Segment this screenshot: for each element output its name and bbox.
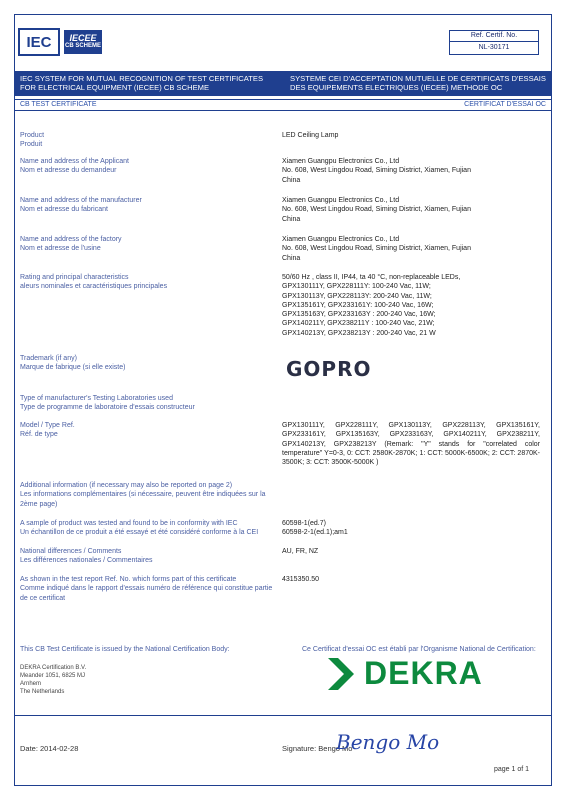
- manufacturer-country: China: [282, 215, 301, 223]
- trademark-label-en: Trademark (if any): [20, 355, 77, 362]
- reference-number-box: [449, 30, 539, 55]
- scheme-title-en: [14, 71, 284, 96]
- lab-type-label-fr: Type de programme de laboratoire d'essais constructeur: [20, 404, 195, 412]
- rating-line: 50/60 Hz , class II, IP44, ta 40 °C, non-replaceable LEDs,: [282, 274, 461, 281]
- scheme-title-fr-line2: DES EQUIPEMENTS ELECTRIQUES (IECEE) METHODE OC: [290, 82, 503, 92]
- applicant-address: No. 608, West Lingdou Road, Siming District, Xiamen, Fujian: [282, 167, 471, 175]
- issuer-address-line: DEKRA Certification B.V.: [20, 665, 87, 671]
- trademark-label-fr: Marque de fabrique (si elle existe): [20, 364, 126, 372]
- issuer-address-line: Meander 1051, 6825 MJ: [20, 673, 86, 679]
- additional-info-label-fr: Les informations complémentaires (si nécessaire, peuvent être indiquées sur la 2ème page): [20, 491, 266, 508]
- test-report-label-fr: Comme indiqué dans le rapport d'essais numéro de référence qui constitue partie de ce certificat: [20, 585, 273, 602]
- issuer-statement-fr: Ce Certificat d'essai OC est établi par l'Organisme National de Certification:: [302, 646, 536, 653]
- sample-standard-2: 60598-2-1(ed.1);am1: [282, 529, 348, 537]
- factory-label-en: Name and address of the factory: [20, 236, 122, 243]
- applicant-name: Xiamen Guangpu Electronics Co., Ltd: [282, 158, 400, 165]
- product-label-fr: Produit: [20, 141, 43, 149]
- factory-address: No. 608, West Lingdou Road, Siming District, Xiamen, Fujian: [282, 245, 471, 253]
- product-label-en: Product: [20, 132, 45, 139]
- sample-label-en: A sample of product was tested and found to be in conformity with IEC: [20, 520, 238, 527]
- issuer-address-line: Arnhem: [20, 681, 42, 687]
- rating-label-en: Rating and principal characteristics: [20, 274, 129, 281]
- scheme-title-band: [14, 71, 552, 96]
- page-number: page 1 of 1: [494, 766, 530, 773]
- issuer-statement: [20, 646, 540, 653]
- manufacturer-name: Xiamen Guangpu Electronics Co., Ltd: [282, 197, 400, 204]
- issuer-address: [20, 664, 86, 696]
- product-value: LED Ceiling Lamp: [282, 132, 339, 139]
- dekra-logo: [326, 655, 483, 692]
- applicant-label-fr: Nom et adresse du demandeur: [20, 167, 117, 175]
- iecee-logo-text: IECEE: [69, 33, 97, 43]
- handwritten-signature: Bengo Mo: [336, 730, 440, 754]
- certificate-date: Date: 2014-02-28: [20, 744, 79, 753]
- factory-label-fr: Nom et adresse de l'usine: [20, 245, 101, 253]
- factory-name: Xiamen Guangpu Electronics Co., Ltd: [282, 236, 400, 243]
- certificate-type-band: [14, 99, 552, 111]
- factory-country: China: [282, 254, 301, 262]
- additional-info-label-en: Additional information (if necessary may also be reported on page 2): [20, 482, 233, 489]
- issuer-statement-en: This CB Test Certificate is issued by the National Certification Body:: [20, 646, 230, 653]
- manufacturer-label-fr: Nom et adresse du fabricant: [20, 206, 108, 214]
- certificate-type-en: CB TEST CERTIFICATE: [20, 101, 97, 108]
- applicant-label-en: Name and address of the Applicant: [20, 158, 129, 165]
- national-differences-label-en: National differences / Comments: [20, 548, 122, 555]
- signature-label: Signature: Bengo Mo: [282, 744, 353, 753]
- iecee-logo-subtext: CB SCHEME: [64, 43, 101, 49]
- manufacturer-address: No. 608, West Lingdou Road, Siming District, Xiamen, Fujian: [282, 206, 471, 214]
- footer-divider: [14, 715, 552, 716]
- scheme-title-en-line1: IEC SYSTEM FOR MUTUAL RECOGNITION OF TEST CERTIFICATES: [20, 74, 264, 83]
- rating-values: [282, 273, 540, 338]
- dekra-logo-text: DEKRA: [364, 655, 483, 691]
- rating-line: GPX140213Y, GPX238213Y : 200-240 Vac, 21 W: [282, 329, 436, 337]
- scheme-title-fr: [284, 71, 546, 96]
- reference-label: Ref. Certif. No.: [450, 31, 538, 42]
- model-label-en: Model / Type Ref.: [20, 422, 75, 429]
- rating-line: GPX135161Y, GPX233161Y: 100-240 Vac, 16W;: [282, 301, 434, 309]
- sample-label-fr: Un échantillon de ce produit a été essayé et été considéré conforme à la CEI: [20, 529, 259, 537]
- scheme-title-fr-line1: SYSTEME CEI D'ACCEPTATION MUTUELLE DE CERTIFICATS D'ESSAIS: [290, 74, 546, 83]
- certificate-type-fr: CERTIFICAT D'ESSAI OC: [464, 101, 546, 108]
- national-differences-label-fr: Les différences nationales / Commentaires: [20, 557, 153, 565]
- applicant-country: China: [282, 176, 301, 184]
- model-label-fr: Réf. de type: [20, 431, 58, 439]
- rating-line: GPX135163Y, GPX233163Y : 200-240 Vac, 16W;: [282, 311, 436, 319]
- reference-value: NL-30171: [478, 44, 510, 51]
- rating-line: GPX140211Y, GPX238211Y : 100-240 Vac, 21W;: [282, 320, 435, 328]
- national-differences-value: AU, FR, NZ: [282, 548, 319, 555]
- rating-label-fr: aleurs nominales et caractéristiques principales: [20, 283, 168, 291]
- test-report-label-en: As shown in the test report Ref. No. which forms part of this certificate: [20, 576, 237, 583]
- rating-line: GPX130111Y, GPX228111Y: 100-240 Vac, 11W;: [282, 283, 431, 291]
- trademark-logo: GOPRO: [286, 357, 372, 381]
- scheme-title-en-line2: FOR ELECTRICAL EQUIPMENT (IECEE) CB SCHEME: [20, 82, 210, 92]
- iecee-logo: [64, 30, 102, 54]
- manufacturer-label-en: Name and address of the manufacturer: [20, 197, 142, 204]
- model-value: GPX130111Y, GPX228111Y, GPX130113Y, GPX228113Y, GPX135161Y, GPX233161Y, GPX135163Y, GPX233163Y, GPX140211Y, GPX238211Y, GPX140213Y, GPX238213Y (Remark: "Y" stands for "correlated color temperature" Y=0-3, 0: CCT: 2580K-2870K; 1: CCT: 5000K-6500K; 2: CCT: 2870K-3500K; 3: CCT: 3500K-5000K ): [282, 422, 540, 467]
- issuer-address-line: The Netherlands: [20, 689, 65, 695]
- iec-logo: IEC: [18, 28, 60, 56]
- rating-line: GPX130113Y, GPX228113Y: 200-240 Vac, 11W;: [282, 292, 432, 300]
- lab-type-label-en: Type of manufacturer's Testing Laboratories used: [20, 395, 173, 402]
- sample-standard-1: 60598-1(ed.7): [282, 520, 326, 527]
- test-report-number: 4315350.50: [282, 576, 319, 583]
- header-logos: [18, 28, 102, 56]
- dekra-arrow-icon: [326, 656, 356, 692]
